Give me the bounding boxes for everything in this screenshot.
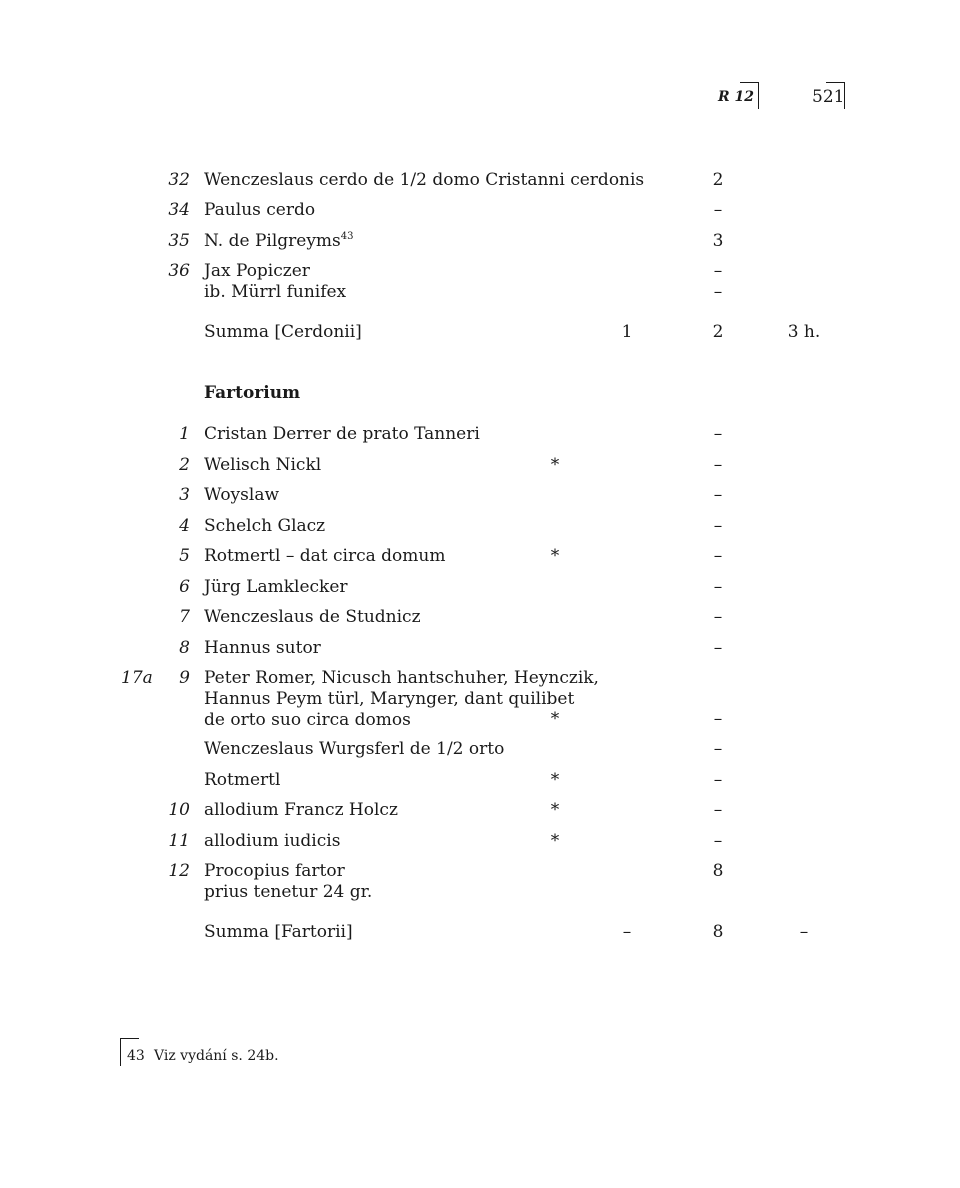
entry-text: Schelch Glacz <box>204 516 326 536</box>
amount-groschen: – <box>713 516 723 536</box>
amount-groschen: 2 <box>712 170 724 190</box>
amount-groschen: – <box>713 485 723 505</box>
entry-text: Hannus sutor <box>204 638 321 658</box>
entry-text: Peter Romer, Nicusch hantschuher, Heynczik, Hannus Peym türl, Marynger, dant quilibet de orto suo circa domos <box>204 668 599 730</box>
amount-groschen: – <box>713 831 723 851</box>
summa-label: Summa [Cerdonii] <box>204 322 362 342</box>
amount-groschen: 8 <box>712 861 724 881</box>
entry-number: 5 <box>179 546 190 566</box>
amount-groschen: – <box>713 200 723 220</box>
amount-groschen: 2 <box>712 322 724 342</box>
amount-groschen: – <box>713 455 723 475</box>
entry-text: Rotmertl <box>204 770 281 790</box>
footnote-text: Viz vydání s. 24b. <box>154 1048 279 1064</box>
amount-groschen: 8 <box>712 922 724 942</box>
entry-text: allodium Francz Holcz <box>204 800 398 820</box>
asterisk-mark: * <box>550 800 560 820</box>
amount-groschen: – <box>713 261 723 281</box>
entry-number: 12 <box>168 861 190 881</box>
amount-groschen: 3 <box>712 231 724 251</box>
entry-number: 1 <box>179 424 190 444</box>
summa-label: Summa [Fartorii] <box>204 922 353 942</box>
amount-sexagenae: – <box>622 922 632 942</box>
entry-number: 8 <box>179 638 190 658</box>
entry-number: 9 <box>179 668 190 688</box>
entry-text: allodium iudicis <box>204 831 341 851</box>
entry-text: Welisch Nickl <box>204 455 322 475</box>
asterisk-mark: * <box>550 546 560 566</box>
entry-number: 10 <box>168 800 190 820</box>
entry-number: 4 <box>179 516 190 536</box>
page-corner-mark <box>826 82 845 109</box>
amount-groschen: – <box>713 424 723 444</box>
entry-text: Wenczeslaus Wurgsferl de 1/2 orto <box>204 739 505 759</box>
entry-number: 6 <box>179 577 190 597</box>
amount-sexagenae: 1 <box>621 322 633 342</box>
footnote-number: 43 <box>127 1048 145 1064</box>
entry-number: 3 <box>179 485 190 505</box>
entry-number: 35 <box>168 231 190 251</box>
entry-text: Rotmertl – dat circa domum <box>204 546 446 566</box>
amount-groschen: – <box>713 282 723 302</box>
entry-text: Wenczeslaus de Studnicz <box>204 607 421 627</box>
page-number: 521 <box>812 87 845 107</box>
entry-number: 7 <box>179 607 190 627</box>
entry-text: Jax Popiczer ib. Mürrl funifex <box>204 261 347 302</box>
entry-text: N. de Pilgreyms$^{43}$ <box>204 231 354 251</box>
entry-number: 32 <box>168 170 190 190</box>
signature-corner-mark <box>740 82 759 109</box>
entry-number: 11 <box>168 831 190 851</box>
amount-groschen: – <box>713 607 723 627</box>
amount-hellers: 3 h. <box>787 322 821 342</box>
amount-groschen: – <box>713 577 723 597</box>
entry-text: Procopius fartor prius tenetur 24 gr. <box>204 861 373 902</box>
entry-text: Cristan Derrer de prato Tanneri <box>204 424 480 444</box>
running-head-signature: R 12 <box>718 89 754 105</box>
amount-groschen: – <box>713 800 723 820</box>
entry-text: Woyslaw <box>204 485 280 505</box>
entry-text: Wenczeslaus cerdo de 1/2 domo Cristanni cerdonis <box>204 170 645 190</box>
entry-number: 2 <box>179 455 190 475</box>
amount-groschen: – <box>713 546 723 566</box>
asterisk-mark: * <box>550 709 560 729</box>
asterisk-mark: * <box>550 831 560 851</box>
section-heading: Fartorium <box>204 383 301 403</box>
asterisk-mark: * <box>550 770 560 790</box>
folio-marginal-note: 17a <box>121 668 153 688</box>
amount-hellers: – <box>799 922 809 942</box>
amount-groschen: – <box>713 638 723 658</box>
amount-groschen: – <box>713 709 723 729</box>
entry-text: Paulus cerdo <box>204 200 316 220</box>
entry-text: Jürg Lamklecker <box>204 577 348 597</box>
footnote-reference[interactable]: 43 <box>340 231 354 242</box>
asterisk-mark: * <box>550 455 560 475</box>
entry-number: 34 <box>168 200 190 220</box>
entry-number: 36 <box>168 261 190 281</box>
amount-groschen: – <box>713 770 723 790</box>
amount-groschen: – <box>713 739 723 759</box>
